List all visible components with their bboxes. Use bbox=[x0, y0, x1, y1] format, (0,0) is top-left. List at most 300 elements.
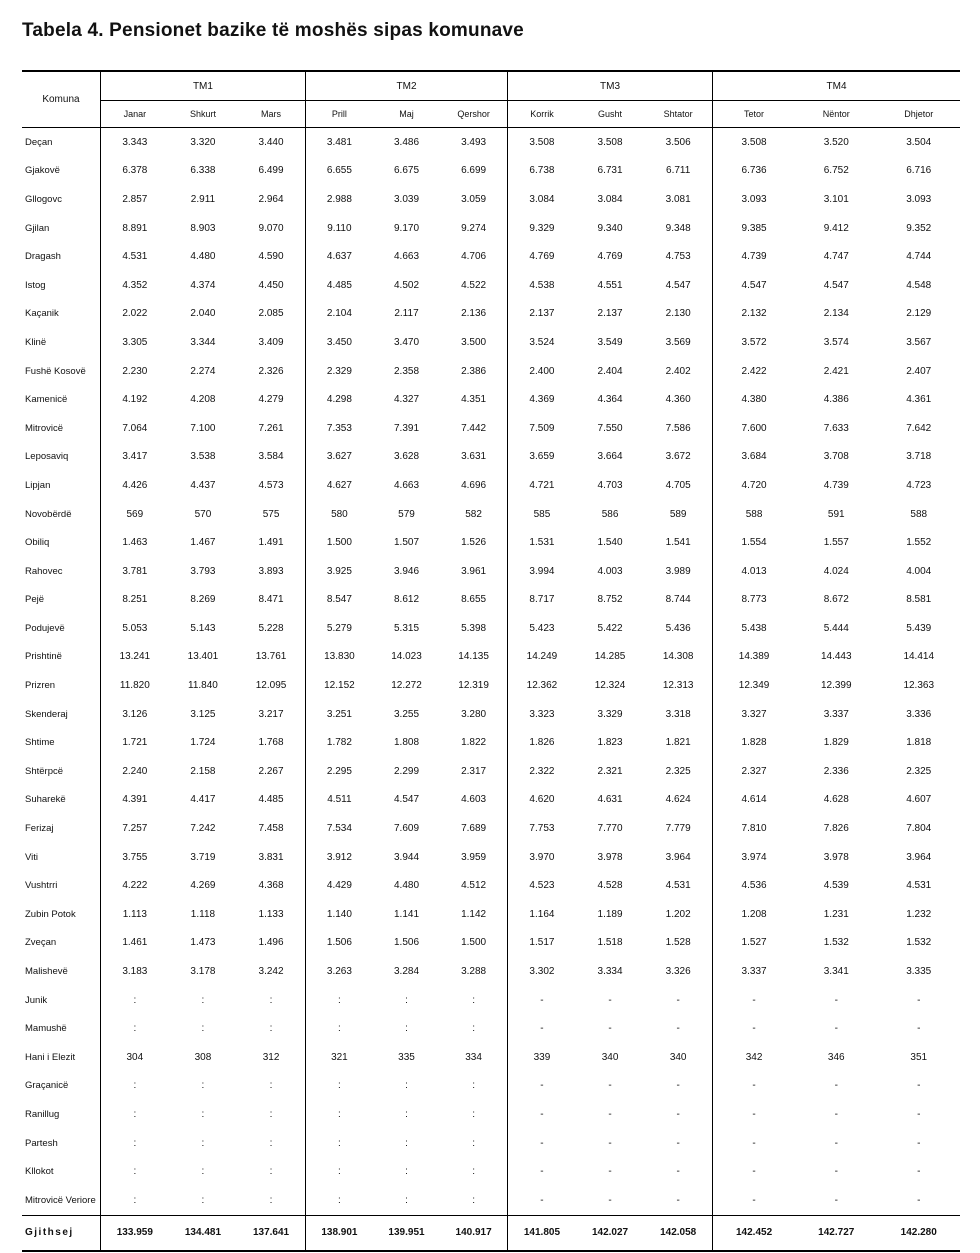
value-cell: 4.429 bbox=[326, 880, 352, 892]
table-row bbox=[22, 843, 960, 872]
table-row bbox=[22, 728, 960, 757]
month-header: Janar bbox=[100, 101, 168, 128]
value-cell: 4.753 bbox=[644, 242, 712, 271]
value-cell: 1.526 bbox=[440, 528, 507, 557]
value-cell: 3.335 bbox=[906, 966, 932, 978]
value-cell: : bbox=[201, 1108, 205, 1120]
value-cell: 7.600 bbox=[741, 422, 767, 434]
table-row bbox=[22, 157, 960, 186]
value-cell: 2.322 bbox=[529, 765, 555, 777]
value-cell: 3.925 bbox=[326, 565, 352, 577]
value-cell: 4.485 bbox=[326, 279, 352, 291]
municipality-name: Podujevë bbox=[22, 614, 100, 643]
value-cell: 7.100 bbox=[190, 422, 216, 434]
value-cell: 3.305 bbox=[122, 336, 148, 348]
table-row bbox=[22, 385, 960, 414]
municipality-name: Kllokot bbox=[22, 1157, 100, 1186]
value-cell: 4.739 bbox=[823, 479, 849, 491]
value-cell: 3.974 bbox=[741, 851, 767, 863]
value-cell: 13.830 bbox=[324, 651, 355, 663]
value-cell: 3.964 bbox=[644, 843, 712, 872]
value-cell: 13.761 bbox=[237, 643, 305, 672]
value-cell: 8.672 bbox=[823, 594, 849, 606]
value-cell: : bbox=[133, 1166, 137, 1178]
table-row bbox=[22, 500, 960, 529]
value-cell: 2.321 bbox=[597, 765, 623, 777]
value-cell: 2.022 bbox=[122, 308, 148, 320]
value-cell: 12.399 bbox=[820, 680, 852, 692]
value-cell: 2.402 bbox=[644, 357, 712, 386]
value-cell: 9.110 bbox=[327, 222, 352, 234]
value-cell: 5.143 bbox=[190, 622, 216, 634]
value-cell: - bbox=[917, 1137, 921, 1149]
value-cell: 4.437 bbox=[190, 479, 216, 491]
table-title: Tabela 4. Pensionet bazike të moshës sipas komunave bbox=[22, 20, 524, 41]
value-cell: 580 bbox=[331, 508, 348, 520]
municipality-name: Gjakovë bbox=[22, 157, 100, 186]
value-cell: 139.951 bbox=[373, 1215, 440, 1251]
value-cell: 4.739 bbox=[741, 251, 767, 263]
value-cell: 11.840 bbox=[188, 680, 218, 692]
municipality-name: Shtërpcë bbox=[22, 757, 100, 786]
table-row bbox=[22, 242, 960, 271]
value-cell: 5.422 bbox=[597, 622, 623, 634]
value-cell: 142.027 bbox=[576, 1215, 644, 1251]
value-cell: 340 bbox=[601, 1051, 619, 1063]
value-cell: 3.101 bbox=[823, 193, 849, 205]
value-cell: 1.823 bbox=[597, 737, 623, 749]
value-cell: 6.716 bbox=[906, 165, 932, 177]
value-cell: - bbox=[644, 1014, 712, 1043]
value-cell: 5.423 bbox=[529, 622, 555, 634]
value-cell: : bbox=[405, 1194, 408, 1206]
value-cell: 1.528 bbox=[644, 929, 712, 958]
value-cell: : bbox=[201, 1194, 205, 1206]
value-cell: : bbox=[440, 1014, 507, 1043]
table-row bbox=[22, 671, 960, 700]
value-cell: 1.532 bbox=[823, 937, 849, 949]
value-cell: 3.059 bbox=[440, 185, 507, 214]
value-cell: 13.401 bbox=[187, 651, 219, 663]
value-cell: - bbox=[752, 994, 756, 1006]
value-cell: 4.003 bbox=[597, 565, 623, 577]
value-cell: 3.719 bbox=[190, 851, 216, 863]
value-cell: : bbox=[440, 1072, 507, 1101]
value-cell: 2.136 bbox=[440, 300, 507, 329]
value-cell: 3.631 bbox=[440, 443, 507, 472]
value-cell: 8.269 bbox=[190, 594, 216, 606]
value-cell: 4.450 bbox=[237, 271, 305, 300]
value-cell: 7.642 bbox=[906, 422, 932, 434]
value-cell: 4.769 bbox=[597, 251, 623, 263]
value-cell: 1.517 bbox=[529, 937, 555, 949]
value-cell: 4.013 bbox=[741, 565, 767, 577]
quarter-header-tm2: TM2 bbox=[305, 71, 507, 101]
value-cell: 335 bbox=[398, 1051, 415, 1063]
value-cell: 1.818 bbox=[906, 737, 932, 749]
value-cell: 6.752 bbox=[823, 165, 849, 177]
value-cell: 12.349 bbox=[738, 680, 770, 692]
table-row bbox=[22, 900, 960, 929]
value-cell: 1.768 bbox=[237, 728, 305, 757]
municipality-name: Ferizaj bbox=[22, 814, 100, 843]
value-cell: 3.520 bbox=[823, 136, 849, 148]
value-cell: 7.810 bbox=[741, 823, 767, 835]
value-cell: 3.627 bbox=[326, 451, 352, 463]
value-cell: : bbox=[405, 1166, 408, 1178]
value-cell: 1.782 bbox=[326, 737, 352, 749]
value-cell: - bbox=[644, 1157, 712, 1186]
value-cell: 3.255 bbox=[393, 708, 420, 720]
value-cell: 6.499 bbox=[237, 157, 305, 186]
value-cell: 14.414 bbox=[903, 651, 935, 663]
value-cell: : bbox=[338, 1023, 341, 1035]
value-cell: 14.443 bbox=[820, 651, 852, 663]
value-cell: 2.230 bbox=[122, 365, 148, 377]
table-row bbox=[22, 1157, 960, 1186]
value-cell: 6.655 bbox=[326, 165, 352, 177]
value-cell: 7.242 bbox=[190, 823, 216, 835]
value-cell: 4.522 bbox=[440, 271, 507, 300]
value-cell: 6.378 bbox=[122, 165, 148, 177]
value-cell: 4.523 bbox=[529, 880, 555, 892]
value-cell: 5.444 bbox=[823, 622, 849, 634]
value-cell: 8.471 bbox=[237, 586, 305, 615]
table-row bbox=[22, 414, 960, 443]
table-row bbox=[22, 528, 960, 557]
value-cell: : bbox=[201, 1080, 205, 1092]
municipality-name: Malishevë bbox=[22, 957, 100, 986]
value-cell: 342 bbox=[745, 1051, 763, 1063]
value-cell: 4.531 bbox=[644, 871, 712, 900]
value-cell: 7.804 bbox=[906, 823, 932, 835]
value-cell: 340 bbox=[644, 1043, 712, 1072]
value-cell: 142.727 bbox=[795, 1215, 877, 1251]
value-cell: - bbox=[917, 1166, 921, 1178]
value-cell: 3.944 bbox=[393, 851, 420, 863]
value-cell: 582 bbox=[440, 500, 507, 529]
value-cell: 3.326 bbox=[644, 957, 712, 986]
value-cell: 3.781 bbox=[122, 565, 148, 577]
value-cell: - bbox=[608, 994, 612, 1006]
value-cell: 1.496 bbox=[237, 929, 305, 958]
value-cell: 4.279 bbox=[237, 385, 305, 414]
municipality-name: Partesh bbox=[22, 1129, 100, 1158]
value-cell: : bbox=[237, 1129, 305, 1158]
value-cell: : bbox=[237, 986, 305, 1015]
value-cell: : bbox=[133, 994, 137, 1006]
value-cell: 2.137 bbox=[597, 308, 623, 320]
value-cell: 4.620 bbox=[529, 794, 555, 806]
value-cell: 3.344 bbox=[190, 336, 216, 348]
value-cell: 3.504 bbox=[906, 136, 932, 148]
value-cell: 4.603 bbox=[440, 786, 507, 815]
value-cell: 4.511 bbox=[327, 794, 352, 806]
value-cell: 1.554 bbox=[741, 537, 767, 549]
value-cell: 3.989 bbox=[644, 557, 712, 586]
value-cell: - bbox=[540, 1194, 544, 1206]
value-cell: 3.409 bbox=[237, 328, 305, 357]
value-cell: 4.386 bbox=[823, 394, 849, 406]
value-cell: 8.251 bbox=[122, 594, 148, 606]
value-cell: 3.964 bbox=[906, 851, 932, 863]
value-cell: 14.135 bbox=[440, 643, 507, 672]
value-cell: 4.364 bbox=[597, 394, 623, 406]
value-cell: 4.480 bbox=[393, 880, 420, 892]
value-cell: 2.134 bbox=[823, 308, 849, 320]
value-cell: 3.718 bbox=[906, 451, 932, 463]
value-cell: 7.586 bbox=[644, 414, 712, 443]
value-cell: 4.269 bbox=[190, 880, 216, 892]
value-cell: 7.458 bbox=[237, 814, 305, 843]
value-cell: 4.536 bbox=[741, 880, 767, 892]
value-cell: 9.274 bbox=[440, 214, 507, 243]
value-cell: 2.326 bbox=[237, 357, 305, 386]
value-cell: 8.717 bbox=[529, 594, 555, 606]
value-cell: 7.534 bbox=[326, 823, 352, 835]
value-cell: 2.325 bbox=[644, 757, 712, 786]
municipality-name: Zveçan bbox=[22, 929, 100, 958]
value-cell: 3.327 bbox=[741, 708, 767, 720]
value-cell: 346 bbox=[827, 1051, 845, 1063]
value-cell: 585 bbox=[533, 508, 551, 520]
value-cell: - bbox=[752, 1023, 756, 1035]
value-cell: 1.140 bbox=[326, 908, 352, 920]
municipality-name: Shtime bbox=[22, 728, 100, 757]
value-cell: 2.358 bbox=[393, 365, 420, 377]
value-cell: 4.327 bbox=[393, 394, 420, 406]
total-row bbox=[22, 1215, 960, 1251]
value-cell: 4.528 bbox=[597, 880, 623, 892]
value-cell: 4.298 bbox=[326, 394, 352, 406]
value-cell: 1.500 bbox=[440, 929, 507, 958]
value-cell: 4.502 bbox=[393, 279, 420, 291]
value-cell: 1.506 bbox=[326, 937, 352, 949]
value-cell: 2.386 bbox=[440, 357, 507, 386]
value-cell: 3.334 bbox=[597, 966, 623, 978]
value-cell: 3.978 bbox=[823, 851, 849, 863]
value-cell: 2.117 bbox=[394, 308, 419, 320]
value-cell: 138.901 bbox=[305, 1215, 372, 1251]
value-cell: 1.540 bbox=[597, 537, 623, 549]
value-cell: 3.708 bbox=[823, 451, 849, 463]
value-cell: 1.532 bbox=[906, 937, 932, 949]
table-row bbox=[22, 586, 960, 615]
value-cell: - bbox=[752, 1080, 756, 1092]
value-cell: - bbox=[917, 1194, 921, 1206]
value-cell: 3.524 bbox=[529, 336, 555, 348]
value-cell: 12.362 bbox=[526, 680, 558, 692]
municipality-name: Mamushë bbox=[22, 1014, 100, 1043]
value-cell: 4.551 bbox=[597, 279, 623, 291]
value-cell: - bbox=[540, 1166, 544, 1178]
value-cell: 3.263 bbox=[326, 966, 352, 978]
value-cell: - bbox=[834, 1080, 838, 1092]
value-cell: 4.368 bbox=[237, 871, 305, 900]
value-cell: 4.380 bbox=[741, 394, 767, 406]
municipality-name: Prizren bbox=[22, 671, 100, 700]
value-cell: 3.081 bbox=[644, 185, 712, 214]
table-row bbox=[22, 1100, 960, 1129]
value-cell: 579 bbox=[398, 508, 415, 520]
value-cell: - bbox=[608, 1108, 612, 1120]
value-cell: 6.736 bbox=[741, 165, 767, 177]
value-cell: - bbox=[644, 986, 712, 1015]
value-cell: 3.084 bbox=[597, 193, 623, 205]
value-cell: 334 bbox=[440, 1043, 507, 1072]
value-cell: - bbox=[608, 1137, 612, 1149]
value-cell: 4.703 bbox=[597, 479, 623, 491]
value-cell: 3.572 bbox=[741, 336, 767, 348]
table-header bbox=[22, 71, 960, 128]
value-cell: 6.699 bbox=[440, 157, 507, 186]
value-cell: 7.064 bbox=[122, 422, 148, 434]
value-cell: 4.705 bbox=[644, 471, 712, 500]
value-cell: 1.724 bbox=[190, 737, 216, 749]
value-cell: 1.142 bbox=[440, 900, 507, 929]
value-cell: 2.129 bbox=[906, 308, 932, 320]
value-cell: 1.463 bbox=[122, 537, 148, 549]
municipality-name: Istog bbox=[22, 271, 100, 300]
value-cell: 588 bbox=[745, 508, 763, 520]
value-cell: : bbox=[201, 1137, 205, 1149]
value-cell: 3.093 bbox=[906, 193, 932, 205]
value-cell: 4.547 bbox=[823, 279, 849, 291]
value-cell: 3.343 bbox=[122, 136, 148, 148]
value-cell: : bbox=[405, 1080, 408, 1092]
value-cell: 3.508 bbox=[597, 136, 623, 148]
value-cell: 2.407 bbox=[906, 365, 932, 377]
value-cell: 4.539 bbox=[823, 880, 849, 892]
value-cell: 589 bbox=[644, 500, 712, 529]
value-cell: 3.508 bbox=[741, 136, 767, 148]
value-cell: 4.547 bbox=[644, 271, 712, 300]
value-cell: 8.744 bbox=[644, 586, 712, 615]
value-cell: : bbox=[133, 1137, 137, 1149]
value-cell: 2.329 bbox=[326, 365, 352, 377]
value-cell: 2.327 bbox=[741, 765, 767, 777]
value-cell: 7.509 bbox=[529, 422, 555, 434]
value-cell: 4.631 bbox=[597, 794, 623, 806]
value-cell: - bbox=[644, 1072, 712, 1101]
value-cell: : bbox=[440, 986, 507, 1015]
value-cell: 1.552 bbox=[906, 537, 932, 549]
value-cell: 4.531 bbox=[122, 251, 148, 263]
value-cell: : bbox=[338, 1080, 341, 1092]
value-cell: 8.903 bbox=[190, 222, 216, 234]
municipality-name: Dragash bbox=[22, 242, 100, 271]
value-cell: 141.805 bbox=[508, 1215, 576, 1251]
value-cell: 4.480 bbox=[190, 251, 216, 263]
value-cell: 4.614 bbox=[741, 794, 767, 806]
value-cell: 12.319 bbox=[440, 671, 507, 700]
table-row bbox=[22, 557, 960, 586]
value-cell: 321 bbox=[331, 1051, 348, 1063]
value-cell: - bbox=[752, 1137, 756, 1149]
value-cell: 570 bbox=[194, 508, 212, 520]
value-cell: 5.438 bbox=[741, 622, 767, 634]
value-cell: : bbox=[405, 1023, 408, 1035]
value-cell: 4.607 bbox=[906, 794, 932, 806]
table-row bbox=[22, 128, 960, 157]
value-cell: 7.353 bbox=[326, 422, 352, 434]
municipality-name: Deçan bbox=[22, 128, 100, 157]
value-cell: 9.412 bbox=[823, 222, 849, 234]
table-row bbox=[22, 271, 960, 300]
value-cell: 4.723 bbox=[906, 479, 932, 491]
value-cell: 7.633 bbox=[823, 422, 849, 434]
municipality-name: Vushtrri bbox=[22, 871, 100, 900]
value-cell: : bbox=[201, 994, 205, 1006]
value-cell: 1.500 bbox=[326, 537, 352, 549]
municipality-name: Rahovec bbox=[22, 557, 100, 586]
table-row bbox=[22, 986, 960, 1015]
value-cell: 3.755 bbox=[122, 851, 148, 863]
value-cell: 3.493 bbox=[440, 128, 507, 157]
municipality-name: Suharekë bbox=[22, 786, 100, 815]
value-cell: 1.164 bbox=[529, 908, 555, 920]
month-header: Nëntor bbox=[795, 101, 877, 128]
value-cell: 3.672 bbox=[644, 443, 712, 472]
value-cell: - bbox=[540, 1023, 544, 1035]
value-cell: 4.627 bbox=[326, 479, 352, 491]
value-cell: 9.329 bbox=[529, 222, 555, 234]
value-cell: 3.549 bbox=[597, 336, 623, 348]
value-cell: 133.959 bbox=[100, 1215, 168, 1251]
value-cell: 6.675 bbox=[393, 165, 420, 177]
value-cell: 2.404 bbox=[597, 365, 623, 377]
value-cell: 3.506 bbox=[644, 128, 712, 157]
value-cell: 1.541 bbox=[644, 528, 712, 557]
month-header: Tetor bbox=[713, 101, 795, 128]
value-cell: 3.574 bbox=[823, 336, 849, 348]
value-cell: 3.569 bbox=[644, 328, 712, 357]
value-cell: 4.374 bbox=[190, 279, 216, 291]
value-cell: 4.628 bbox=[823, 794, 849, 806]
value-cell: 12.272 bbox=[391, 680, 422, 692]
value-cell: 1.118 bbox=[190, 908, 216, 920]
value-cell: 3.336 bbox=[906, 708, 932, 720]
value-cell: - bbox=[752, 1166, 756, 1178]
value-cell: 1.829 bbox=[823, 737, 849, 749]
value-cell: : bbox=[237, 1100, 305, 1129]
value-cell: 1.506 bbox=[393, 937, 420, 949]
month-header: Shkurt bbox=[169, 101, 237, 128]
value-cell: : bbox=[338, 994, 341, 1006]
value-cell: : bbox=[338, 1194, 341, 1206]
value-cell: 2.317 bbox=[440, 757, 507, 786]
value-cell: - bbox=[834, 1023, 838, 1035]
table-row bbox=[22, 1014, 960, 1043]
value-cell: 1.507 bbox=[393, 537, 420, 549]
municipality-name: Kamenicë bbox=[22, 385, 100, 414]
value-cell: 4.426 bbox=[122, 479, 148, 491]
value-cell: 1.721 bbox=[122, 737, 148, 749]
value-cell: 13.241 bbox=[119, 651, 151, 663]
value-cell: 3.959 bbox=[440, 843, 507, 872]
value-cell: 308 bbox=[194, 1051, 212, 1063]
value-cell: 8.612 bbox=[393, 594, 420, 606]
value-cell: 3.664 bbox=[597, 451, 623, 463]
value-cell: 2.421 bbox=[823, 365, 849, 377]
value-cell: 591 bbox=[827, 508, 845, 520]
value-cell: 6.738 bbox=[529, 165, 555, 177]
value-cell: - bbox=[644, 1129, 712, 1158]
value-cell: : bbox=[405, 994, 408, 1006]
value-cell: - bbox=[752, 1108, 756, 1120]
value-cell: 6.338 bbox=[190, 165, 216, 177]
value-cell: - bbox=[540, 994, 544, 1006]
